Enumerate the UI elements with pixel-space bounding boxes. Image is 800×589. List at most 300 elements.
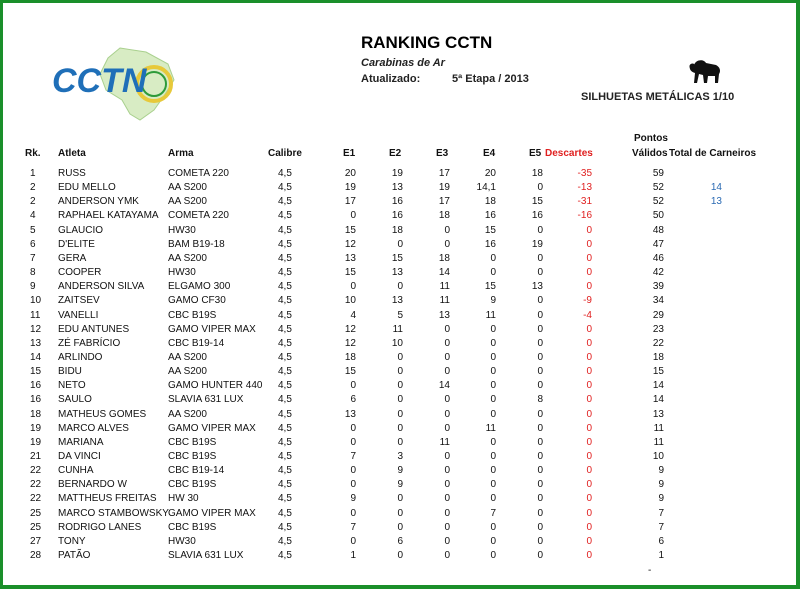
cell-e3: 0 <box>444 366 450 377</box>
cell-e5: 0 <box>537 310 543 321</box>
cell-e5: 18 <box>531 168 543 179</box>
cell-rk: 16 <box>30 380 42 391</box>
cell-desc: 0 <box>586 423 592 434</box>
cell-e4: 20 <box>484 168 496 179</box>
cell-e2: 0 <box>397 380 403 391</box>
cell-e5: 13 <box>531 281 543 292</box>
cell-e4: 0 <box>490 536 496 547</box>
cell-e1: 0 <box>350 479 356 490</box>
cell-pts: 1 <box>658 550 664 561</box>
cell-e1: 0 <box>350 423 356 434</box>
page-title: RANKING CCTN <box>361 33 493 52</box>
cell-e2: 6 <box>397 536 403 547</box>
cell-e2: 18 <box>391 225 403 236</box>
cell-desc: 0 <box>586 366 592 377</box>
cell-rk: 5 <box>30 225 36 236</box>
cell-cal: 4,5 <box>278 380 292 391</box>
cell-e3: 17 <box>438 168 450 179</box>
cell-e1: 10 <box>344 295 356 306</box>
cell-rk: 1 <box>30 168 36 179</box>
cell-name: ARLINDO <box>58 352 103 363</box>
header-e1: E1 <box>343 148 356 159</box>
cell-e5: 0 <box>537 267 543 278</box>
cell-pts: 18 <box>652 352 664 363</box>
cell-rk: 9 <box>30 281 36 292</box>
cell-e5: 0 <box>537 451 543 462</box>
cell-e1: 20 <box>344 168 356 179</box>
cell-cal: 4,5 <box>278 310 292 321</box>
cell-arma: AA S200 <box>168 253 207 264</box>
cell-rk: 15 <box>30 366 42 377</box>
cell-desc: 0 <box>586 338 592 349</box>
cell-arma: CBC B19S <box>168 522 217 533</box>
cell-name: EDU MELLO <box>58 182 116 193</box>
cctn-logo <box>50 44 190 124</box>
cell-e3: 0 <box>444 493 450 504</box>
cell-e1: 0 <box>350 508 356 519</box>
cell-desc: 0 <box>586 281 592 292</box>
cell-rk: 27 <box>30 536 42 547</box>
cell-desc: 0 <box>586 253 592 264</box>
page-subtitle: Carabinas de Ar <box>361 57 445 69</box>
cell-e3: 0 <box>444 409 450 420</box>
cell-arma: AA S200 <box>168 182 207 193</box>
cell-cal: 4,5 <box>278 508 292 519</box>
cell-rk: 16 <box>30 394 42 405</box>
cell-e3: 17 <box>438 196 450 207</box>
cell-e4: 0 <box>490 394 496 405</box>
header-e3: E3 <box>436 148 449 159</box>
cell-cal: 4,5 <box>278 550 292 561</box>
cell-e4: 0 <box>490 366 496 377</box>
header-caliber: Calibre <box>268 148 302 159</box>
cell-e2: 0 <box>397 352 403 363</box>
cell-pts: 39 <box>652 281 664 292</box>
cell-name: VANELLI <box>58 310 99 321</box>
cell-name: RAPHAEL KATAYAMA <box>58 210 159 221</box>
ram-silhouette-icon <box>686 57 722 85</box>
cell-cal: 4,5 <box>278 281 292 292</box>
cell-total: 13 <box>710 196 722 207</box>
cell-name: GERA <box>58 253 87 264</box>
cell-e5: 0 <box>537 465 543 476</box>
cell-pts: 6 <box>658 536 664 547</box>
cell-desc: -16 <box>577 210 592 221</box>
cell-arma: SLAVIA 631 LUX <box>168 394 244 405</box>
cell-desc: 0 <box>586 267 592 278</box>
cell-cal: 4,5 <box>278 324 292 335</box>
cell-e4: 0 <box>490 493 496 504</box>
cell-arma: HW30 <box>168 536 196 547</box>
header-points-line1: Pontos <box>634 133 668 144</box>
cell-pts: 15 <box>652 366 664 377</box>
cell-name: ANDERSON SILVA <box>58 281 145 292</box>
cell-e3: 11 <box>439 281 450 292</box>
cell-arma: HW 30 <box>168 493 199 504</box>
cell-e3: 18 <box>438 210 450 221</box>
cell-arma: CBC B19S <box>168 310 217 321</box>
cell-pts: 46 <box>652 253 664 264</box>
cell-e2: 0 <box>397 508 403 519</box>
cell-e3: 0 <box>444 394 450 405</box>
cell-e3: 14 <box>438 380 450 391</box>
cell-desc: 0 <box>586 451 592 462</box>
cell-arma: AA S200 <box>168 366 207 377</box>
cell-e1: 4 <box>350 310 356 321</box>
cell-cal: 4,5 <box>278 451 292 462</box>
cell-e5: 0 <box>537 182 543 193</box>
cell-e3: 19 <box>438 182 450 193</box>
cell-arma: BAM B19-18 <box>168 239 225 250</box>
category-label: SILHUETAS METÁLICAS 1/10 <box>581 91 735 103</box>
cell-cal: 4,5 <box>278 210 292 221</box>
cell-rk: 14 <box>30 352 42 363</box>
cell-e2: 3 <box>397 451 403 462</box>
cell-e4: 0 <box>490 479 496 490</box>
cell-e1: 0 <box>350 210 356 221</box>
cell-e5: 19 <box>531 239 543 250</box>
cell-e4: 16 <box>484 210 496 221</box>
cell-cal: 4,5 <box>278 352 292 363</box>
cell-desc: 0 <box>586 409 592 420</box>
cell-e1: 15 <box>344 267 356 278</box>
updated-label: Atualizado: <box>361 73 421 85</box>
cell-e5: 0 <box>537 479 543 490</box>
cell-name: MARCO STAMBOWSKY <box>58 508 169 519</box>
cell-arma: SLAVIA 631 LUX <box>168 550 244 561</box>
cell-desc: -35 <box>577 168 592 179</box>
cell-e4: 11 <box>485 423 496 434</box>
cell-e2: 16 <box>391 196 403 207</box>
cell-cal: 4,5 <box>278 394 292 405</box>
cell-rk: 8 <box>30 267 36 278</box>
cell-desc: -31 <box>577 196 592 207</box>
cell-cal: 4,5 <box>278 225 292 236</box>
cell-e2: 19 <box>391 168 403 179</box>
cell-name: ANDERSON YMK <box>58 196 139 207</box>
cell-e5: 0 <box>537 253 543 264</box>
cell-e4: 0 <box>490 338 496 349</box>
cell-e3: 0 <box>444 479 450 490</box>
cell-e1: 9 <box>350 493 356 504</box>
cell-pts: 22 <box>652 338 664 349</box>
cell-e1: 7 <box>350 451 356 462</box>
cell-name: SAULO <box>58 394 92 405</box>
cell-e2: 0 <box>397 437 403 448</box>
cell-pts: 48 <box>652 225 664 236</box>
cell-e5: 0 <box>537 423 543 434</box>
cell-rk: 7 <box>30 253 36 264</box>
cell-rk: 12 <box>30 324 42 335</box>
cell-arma: GAMO HUNTER 440 <box>168 380 263 391</box>
cell-e4: 0 <box>490 324 496 335</box>
cell-e4: 11 <box>485 310 496 321</box>
cell-rk: 28 <box>30 550 42 561</box>
cell-desc: -4 <box>583 310 592 321</box>
cell-desc: 0 <box>586 465 592 476</box>
header-points-line2: Válidos <box>632 148 668 159</box>
cell-name: DA VINCI <box>58 451 101 462</box>
cell-rk: 10 <box>30 295 42 306</box>
cell-e5: 0 <box>537 324 543 335</box>
cell-name: D'ELITE <box>58 239 95 250</box>
cell-cal: 4,5 <box>278 253 292 264</box>
cell-e4: 0 <box>490 465 496 476</box>
cell-arma: AA S200 <box>168 409 207 420</box>
cell-rk: 18 <box>30 409 42 420</box>
cell-rk: 2 <box>30 182 36 193</box>
cell-e2: 9 <box>397 465 403 476</box>
cell-desc: 0 <box>586 550 592 561</box>
cell-e2: 0 <box>397 281 403 292</box>
cell-arma: CBC B19S <box>168 451 217 462</box>
cell-pts: 11 <box>653 423 664 434</box>
cell-e1: 19 <box>344 182 356 193</box>
cell-e1: 7 <box>350 522 356 533</box>
cell-e3: 11 <box>439 437 450 448</box>
cell-e5: 0 <box>537 366 543 377</box>
cell-rk: 22 <box>30 465 42 476</box>
cell-pts: 14 <box>652 380 664 391</box>
cell-desc: 0 <box>586 493 592 504</box>
cell-e4: 0 <box>490 550 496 561</box>
cell-name: TONY <box>58 536 86 547</box>
cell-cal: 4,5 <box>278 295 292 306</box>
cell-e2: 0 <box>397 550 403 561</box>
cell-e1: 17 <box>344 196 356 207</box>
cell-e1: 18 <box>344 352 356 363</box>
cell-e1: 0 <box>350 437 356 448</box>
cell-cal: 4,5 <box>278 465 292 476</box>
cell-name: BERNARDO W <box>58 479 127 490</box>
cell-pts: 52 <box>652 196 664 207</box>
cell-arma: GAMO VIPER MAX <box>168 324 256 335</box>
cell-rk: 19 <box>30 437 42 448</box>
cell-e4: 7 <box>490 508 496 519</box>
cell-name: MARIANA <box>58 437 104 448</box>
cell-e3: 0 <box>444 536 450 547</box>
cell-desc: 0 <box>586 225 592 236</box>
cell-cal: 4,5 <box>278 409 292 420</box>
cell-e3: 0 <box>444 352 450 363</box>
cell-e4: 16 <box>484 239 496 250</box>
cell-e2: 11 <box>392 324 403 335</box>
cell-e3: 11 <box>439 295 450 306</box>
cell-e2: 0 <box>397 394 403 405</box>
cell-e5: 8 <box>537 394 543 405</box>
cell-e1: 0 <box>350 281 356 292</box>
cell-e4: 0 <box>490 409 496 420</box>
cell-pts: 9 <box>658 465 664 476</box>
cell-e1: 12 <box>344 338 356 349</box>
cell-cal: 4,5 <box>278 366 292 377</box>
cell-e5: 0 <box>537 409 543 420</box>
cell-cal: 4,5 <box>278 479 292 490</box>
cell-name: EDU ANTUNES <box>58 324 130 335</box>
cell-pts: 52 <box>652 182 664 193</box>
cell-pts: 7 <box>658 508 664 519</box>
cell-e5: 0 <box>537 338 543 349</box>
cell-desc: 0 <box>586 479 592 490</box>
cell-e2: 15 <box>391 253 403 264</box>
cell-e4: 15 <box>484 225 496 236</box>
footer-mark: - <box>648 565 652 576</box>
cell-rk: 25 <box>30 508 42 519</box>
cell-name: ZAITSEV <box>58 295 100 306</box>
cell-e3: 0 <box>444 508 450 519</box>
cell-rk: 2 <box>30 196 36 207</box>
cell-pts: 11 <box>653 437 664 448</box>
cell-cal: 4,5 <box>278 493 292 504</box>
cell-e5: 0 <box>537 437 543 448</box>
cell-e4: 0 <box>490 522 496 533</box>
cell-total: 14 <box>710 182 722 193</box>
cell-e1: 1 <box>350 550 356 561</box>
cell-cal: 4,5 <box>278 338 292 349</box>
cell-pts: 34 <box>652 295 664 306</box>
cell-desc: 0 <box>586 352 592 363</box>
cell-e1: 15 <box>344 366 356 377</box>
cell-desc: 0 <box>586 380 592 391</box>
cell-arma: ELGAMO 300 <box>168 281 231 292</box>
cell-rk: 13 <box>30 338 42 349</box>
cell-pts: 9 <box>658 493 664 504</box>
header-e4: E4 <box>483 148 496 159</box>
cell-e4: 9 <box>490 295 496 306</box>
cell-desc: 0 <box>586 437 592 448</box>
cell-name: NETO <box>58 380 86 391</box>
header-rank: Rk. <box>25 148 41 159</box>
cell-desc: 0 <box>586 394 592 405</box>
cell-e1: 0 <box>350 380 356 391</box>
cell-e4: 0 <box>490 267 496 278</box>
cell-pts: 47 <box>652 239 664 250</box>
cell-e2: 10 <box>391 338 403 349</box>
cell-name: ZÉ FABRÍCIO <box>58 338 121 349</box>
cell-arma: AA S200 <box>168 352 207 363</box>
cell-e2: 0 <box>397 522 403 533</box>
cell-arma: HW30 <box>168 225 196 236</box>
cell-e1: 0 <box>350 465 356 476</box>
cell-e3: 18 <box>438 253 450 264</box>
cell-arma: CBC B19-14 <box>168 465 225 476</box>
cell-e1: 15 <box>344 225 356 236</box>
cell-name: RODRIGO LANES <box>58 522 142 533</box>
cell-e1: 13 <box>344 409 356 420</box>
cell-e5: 0 <box>537 352 543 363</box>
cell-e4: 0 <box>490 451 496 462</box>
cell-e3: 14 <box>438 267 450 278</box>
cell-e3: 0 <box>444 451 450 462</box>
cell-pts: 50 <box>652 210 664 221</box>
cell-arma: AA S200 <box>168 196 207 207</box>
cell-e1: 12 <box>344 324 356 335</box>
cell-name: PATÃO <box>58 550 91 561</box>
cell-e3: 0 <box>444 465 450 476</box>
cell-pts: 23 <box>652 324 664 335</box>
cell-e4: 18 <box>484 196 496 207</box>
cell-e2: 13 <box>391 267 403 278</box>
cell-pts: 59 <box>652 168 664 179</box>
cell-name: BIDU <box>58 366 82 377</box>
cell-arma: COMETA 220 <box>168 168 229 179</box>
cell-e5: 0 <box>537 508 543 519</box>
cell-cal: 4,5 <box>278 522 292 533</box>
cell-e3: 13 <box>438 310 450 321</box>
header-e5: E5 <box>529 148 542 159</box>
cell-arma: GAMO VIPER MAX <box>168 508 256 519</box>
cell-rk: 11 <box>30 310 41 321</box>
cell-name: MARCO ALVES <box>58 423 129 434</box>
cell-desc: -13 <box>577 182 592 193</box>
cell-name: GLAUCIO <box>58 225 104 236</box>
cell-e5: 0 <box>537 522 543 533</box>
cell-e5: 0 <box>537 536 543 547</box>
cell-arma: CBC B19-14 <box>168 338 225 349</box>
cell-desc: 0 <box>586 508 592 519</box>
cell-desc: 0 <box>586 536 592 547</box>
cell-e5: 0 <box>537 380 543 391</box>
cell-arma: GAMO CF30 <box>168 295 226 306</box>
cell-e4: 0 <box>490 437 496 448</box>
cell-pts: 29 <box>652 310 664 321</box>
header-weapon: Arma <box>168 148 194 159</box>
cell-e4: 15 <box>484 281 496 292</box>
header-e2: E2 <box>389 148 402 159</box>
cell-e2: 13 <box>391 182 403 193</box>
cell-e2: 0 <box>397 493 403 504</box>
cell-e3: 0 <box>444 338 450 349</box>
cell-pts: 13 <box>652 409 664 420</box>
cell-rk: 25 <box>30 522 42 533</box>
cell-desc: -9 <box>583 295 592 306</box>
cell-rk: 21 <box>30 451 42 462</box>
cell-e3: 0 <box>444 423 450 434</box>
cell-rk: 22 <box>30 493 42 504</box>
cell-cal: 4,5 <box>278 168 292 179</box>
cell-e2: 9 <box>397 479 403 490</box>
cell-arma: CBC B19S <box>168 479 217 490</box>
cell-desc: 0 <box>586 239 592 250</box>
cell-pts: 14 <box>652 394 664 405</box>
cell-e4: 0 <box>490 380 496 391</box>
cell-name: MATHEUS GOMES <box>58 409 147 420</box>
cell-pts: 9 <box>658 479 664 490</box>
cell-cal: 4,5 <box>278 182 292 193</box>
cell-desc: 0 <box>586 324 592 335</box>
cell-name: RUSS <box>58 168 86 179</box>
cell-name: CUNHA <box>58 465 94 476</box>
cell-arma: COMETA 220 <box>168 210 229 221</box>
cell-e3: 0 <box>444 522 450 533</box>
cell-e2: 0 <box>397 239 403 250</box>
cell-cal: 4,5 <box>278 267 292 278</box>
cell-pts: 10 <box>652 451 664 462</box>
cell-e1: 12 <box>344 239 356 250</box>
cell-e4: 0 <box>490 253 496 264</box>
cell-rk: 19 <box>30 423 42 434</box>
cell-cal: 4,5 <box>278 239 292 250</box>
cell-e3: 0 <box>444 324 450 335</box>
cell-e5: 0 <box>537 493 543 504</box>
cell-cal: 4,5 <box>278 423 292 434</box>
cell-pts: 7 <box>658 522 664 533</box>
cell-e3: 0 <box>444 239 450 250</box>
cell-e1: 6 <box>350 394 356 405</box>
cell-arma: CBC B19S <box>168 437 217 448</box>
cell-e2: 0 <box>397 423 403 434</box>
cell-pts: 42 <box>652 267 664 278</box>
